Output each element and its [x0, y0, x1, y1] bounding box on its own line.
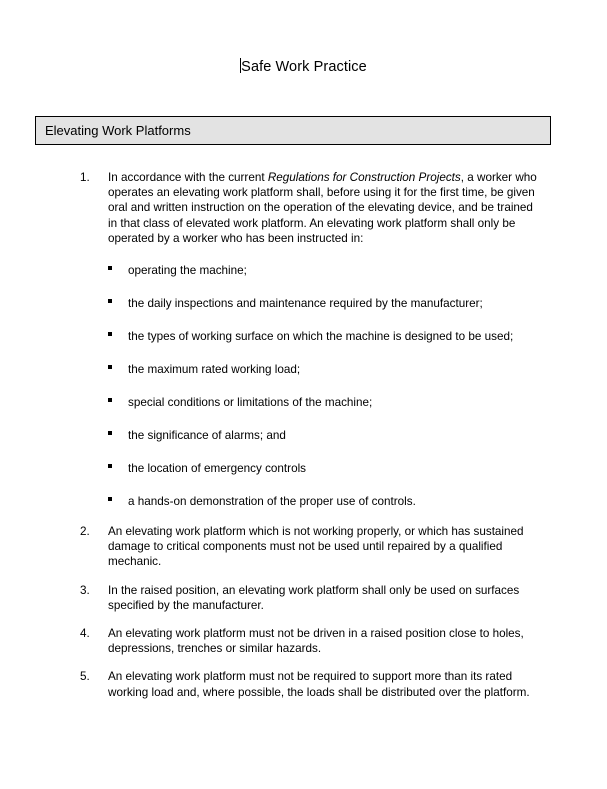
list-item: [108, 426, 540, 444]
page-title-text: Safe Work Practice: [241, 59, 367, 75]
list-marker-3: 3.: [80, 583, 90, 597]
numbered-item-3: [0, 583, 607, 613]
numbered-item-4-text: An elevating work platform must not be driven in a raised position close to holes, depressions, trenches or similar hazards.: [108, 627, 524, 656]
page-title[interactable]: [240, 58, 367, 77]
numbered-item-1-text: [108, 170, 540, 246]
square-bullet-icon: [108, 332, 112, 336]
document-body: [0, 170, 607, 712]
bullet-item-label: the maximum rated working load;: [128, 363, 301, 377]
square-bullet-icon: [108, 464, 112, 468]
item-1-italic-regulations: Regulations for Construction Projects: [267, 171, 461, 184]
numbered-item-1: [0, 170, 607, 510]
bullet-item-label: special conditions or limitations of the machine;: [128, 396, 373, 410]
square-bullet-icon: [108, 299, 112, 303]
list-marker-2: 2.: [80, 525, 90, 539]
list-marker-1: 1.: [80, 171, 90, 184]
list-item: [108, 393, 540, 411]
item-1-text-part-1: In accordance with the current: [108, 171, 268, 184]
list-item: [108, 261, 540, 279]
bullet-item-label: the location of emergency controls: [128, 462, 307, 476]
numbered-item-5-text: An elevating work platform must not be required to support more than its rated working load and, where possible, the loads shall be distributed over the platform.: [108, 670, 530, 699]
bullet-item-label: the daily inspections and maintenance required by the manufacturer;: [128, 297, 483, 311]
list-item: [108, 492, 540, 510]
square-bullet-icon: [108, 266, 112, 270]
bullet-item-label: a hands-on demonstration of the proper use of controls.: [128, 495, 416, 509]
numbered-item-2: [0, 524, 607, 570]
bullet-list: [108, 261, 540, 510]
square-bullet-icon: [108, 365, 112, 369]
document-title-container: [0, 58, 607, 77]
list-item: [108, 294, 540, 312]
section-heading-label: Elevating Work Platforms: [45, 122, 191, 138]
numbered-item-5: [0, 669, 607, 699]
numbered-item-3-text: In the raised position, an elevating work platform shall only be used on surfaces specified by the manufacturer.: [108, 583, 520, 612]
square-bullet-icon: [108, 431, 112, 435]
numbered-item-4: [0, 626, 607, 656]
list-item: [108, 327, 540, 345]
square-bullet-icon: [108, 398, 112, 402]
list-marker-5: 5.: [80, 670, 90, 684]
square-bullet-icon: [108, 497, 112, 501]
section-heading-bar: [35, 116, 551, 145]
numbered-item-2-text: An elevating work platform which is not working properly, or which has sustained damage to critical components must not be used until repaired by a qualified mechanic.: [108, 525, 524, 569]
list-item: [108, 360, 540, 378]
list-marker-4: 4.: [80, 627, 90, 641]
item-1-text-part-2: , a worker who operates an elevating work platform shall, before using it for the first time, be given oral and written instruction on the operation of the elevating device, and be trained in that class of elevated work platform. An elevating work platform shall only be operated by a worker who has been instructed in:: [108, 171, 537, 245]
bullet-item-label: the types of working surface on which the machine is designed to be used;: [128, 330, 514, 344]
list-item: [108, 459, 540, 477]
bullet-item-label: the significance of alarms; and: [128, 429, 286, 443]
bullet-item-label: operating the machine;: [128, 264, 247, 278]
